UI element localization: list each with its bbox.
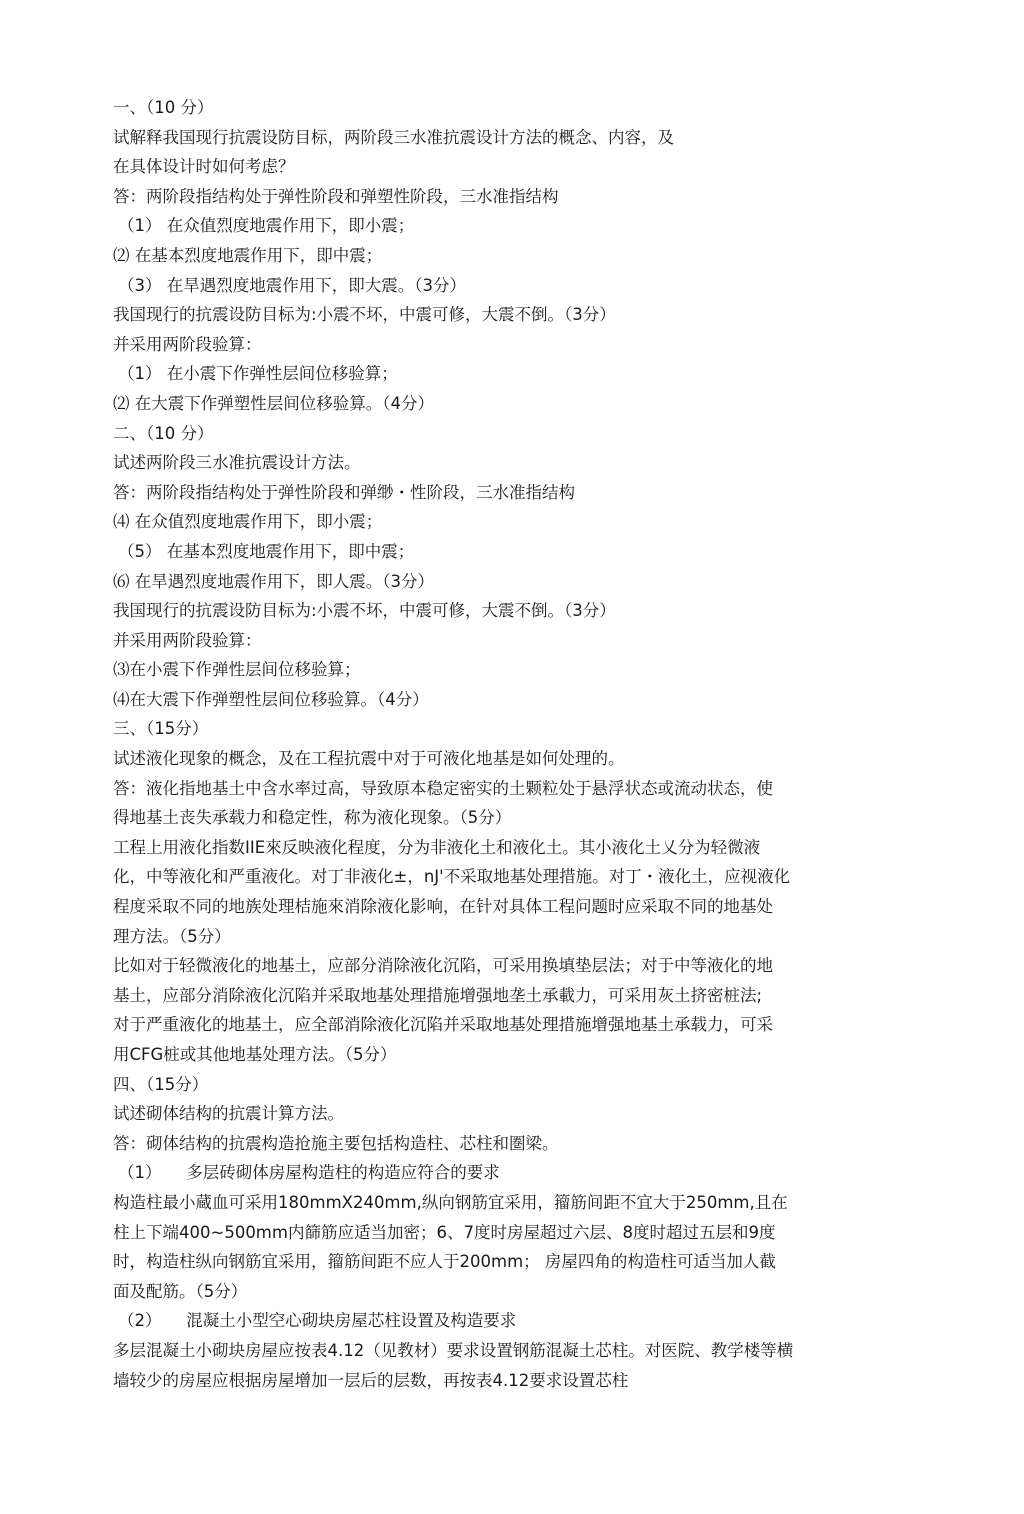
text-line: 答：砌体结构的抗震构造抢施主要包括构造柱、芯柱和圏梁。 bbox=[113, 1133, 559, 1153]
text-line: 工程上用液化指数IIE來反映液化程度，分为非液化土和液化土。其小液化土乂分为轻微液 bbox=[113, 837, 761, 857]
text-line: ⑷ 在众值烈度地震作用下，即小震； bbox=[113, 512, 383, 532]
text-line: ⑵ 在基本烈度地震作用下，即中震； bbox=[113, 245, 383, 265]
text-line: 四、（15分） bbox=[113, 1074, 209, 1094]
text-line: 比如对于轻微液化的地基土，应部分消除液化沉陷，可采用换填垫层法；对于中等液化的地 bbox=[113, 956, 773, 976]
text-line: 试述液化现象的概念，及在工程抗震中对于可液化地基是如何处理的。 bbox=[113, 749, 625, 769]
text-line: 我国现行的抗震设防目标为:小震不坏，中震可修，大震不倒。（3分） bbox=[113, 601, 616, 621]
text-line: 答：两阶段指结构处于弹性阶段和弹缈・性阶段，三水准指结构 bbox=[113, 482, 575, 502]
text-line: 用CFG桩或其他地基处理方法。（5分） bbox=[113, 1045, 397, 1064]
text-line: 对于严重液化的地基土，应全部消除液化沉陷并采取地基处理措施增强地基土承载力，可采 bbox=[113, 1015, 773, 1035]
text-line: 答：两阶段指结构处于弹性阶段和弹塑性阶段，三水准指结构 bbox=[113, 186, 559, 206]
text-line: ⑹ 在旱遇烈度地震作用下，即人震。（3分） bbox=[113, 571, 434, 591]
text-line: 我国现行的抗震设防目标为:小震不坏，中震可修，大震不倒。（3分） bbox=[113, 305, 616, 325]
text-line: 理方法。（5分） bbox=[113, 926, 231, 946]
text-line: 答：液化指地基土中含水率过高，导致原本稳定密实的土颗粒处于悬浮状态或流动状态，使 bbox=[113, 778, 773, 798]
text-line: 试述砌体结构的抗震计算方法。 bbox=[113, 1104, 344, 1124]
text-line: （3） 在旱遇烈度地震作用下，即大震。（3分） bbox=[118, 275, 466, 295]
text-line: 程度采取不同的地族处理桔施來消除液化影响，在针对具体工程问题时应采取不同的地基处 bbox=[113, 897, 773, 917]
text-line: ⑶在小震下作弹性层间位移验算； bbox=[113, 660, 361, 680]
text-line: 三、（15分） bbox=[113, 719, 209, 739]
text-line: 时，构造柱纵向钢筋宜采用，籀筋间距不应人于200mm； 房屋四角的构造柱可适当加人截 bbox=[113, 1252, 776, 1272]
text-line: 得地基土丧失承载力和稳定性，称为液化现象。（5分） bbox=[113, 808, 512, 828]
text-line: 并采用两阶段验算： bbox=[113, 334, 262, 354]
text-line: ⑷在大震下作弹塑性层间位移验算。（4分） bbox=[113, 689, 429, 709]
text-line: （1） 多层砖砌体房屋构造柱的构造应符合的要求 bbox=[118, 1163, 500, 1183]
text-line: 试解释我国现行抗震设防目标，两阶段三水准抗震设计方法的概念、内容，及 bbox=[113, 127, 674, 147]
text-line: （1） 在众值烈度地震作用下，即小震； bbox=[118, 216, 415, 236]
text-line: 柱上下端400~500mm内篩筋应适当加密；6、7度时房屋超过六层、8度时超过五层和9度 bbox=[113, 1222, 776, 1242]
text-line: 在具体设计时如何考虑？ bbox=[113, 157, 295, 177]
text-line: 一、（10 分） bbox=[113, 98, 214, 117]
text-line: 构造柱最小蔵血可采用180mmX240mm,纵向钢筋宜采用，籀筋间距不宜大于250mm,且在 bbox=[113, 1192, 788, 1212]
text-line: 多层混凝土小砌块房屋应按表4.12（见教材）要求设置钢筋混凝土芯柱。对医院、教学楼等横 bbox=[113, 1340, 794, 1360]
text-line: （5） 在基本烈度地震作用下，即中震； bbox=[118, 541, 415, 561]
document-body bbox=[113, 93, 913, 1395]
text-line: （1） 在小震下作弹性层间位移验算； bbox=[118, 364, 398, 384]
text-line: 基土，应部分消除液化沉陷并采取地基处理措施增强地垄土承載力，可采用灰土挤密桩法; bbox=[113, 985, 763, 1005]
text-line: ⑵ 在大震下作弹塑性层间位移验算。（4分） bbox=[113, 393, 434, 413]
text-line: 化，中等液化和严重液化。对丁非液化±，nJ'不采取地基处理措施。对丁・液化土，应视液化 bbox=[113, 867, 791, 887]
text-line: 并采用两阶段验算： bbox=[113, 630, 262, 650]
text-line: 二、（10 分） bbox=[113, 423, 214, 443]
text-line: 墙较少的房屋应根据房屋增加一层后的层数，再按表4.12要求设置芯柱 bbox=[113, 1370, 629, 1390]
text-line: 试述两阶段三水准抗震设计方法。 bbox=[113, 453, 361, 473]
text-line: （2） 混凝土小型空心砌块房屋芯柱设置及构造要求 bbox=[118, 1311, 517, 1331]
text-line: 面及配筋。（5分） bbox=[113, 1281, 248, 1301]
